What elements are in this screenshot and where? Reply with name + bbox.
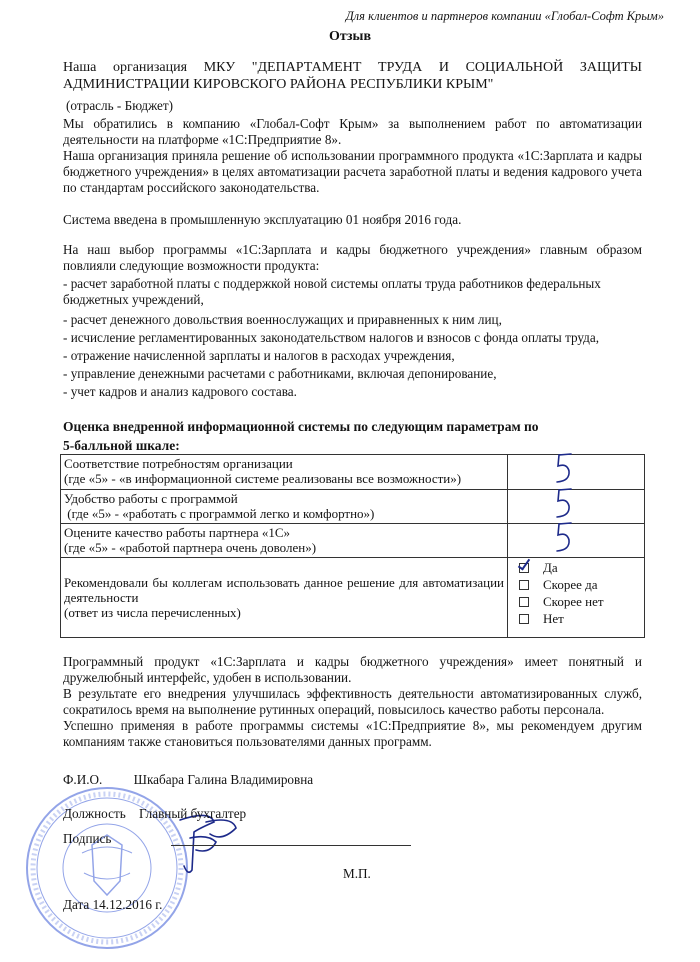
conclusion-efficiency: В результате его внедрения улучшилась эффективность деятельности автоматизированных служб, сократилось время на выполнение рутинных операций, повысилось качество работы персонала. [63, 686, 642, 717]
recommend-question-cell [61, 558, 508, 638]
option-yes[interactable] [519, 559, 641, 576]
checkbox-icon[interactable] [519, 597, 529, 607]
org-line-2: АДМИНИСТРАЦИИ КИРОВСКОГО РАЙОНА РЕСПУБЛИКИ КРЫМ" [63, 77, 494, 92]
handwritten-score-five [553, 486, 575, 520]
recommend-note: (ответ из числа перечисленных) [64, 605, 241, 620]
conclusion-recommendation: Успешно применяя в работе программы системы «1С:Предприятие 8», мы рекомендуем другим компаниям также становиться пользователями данных программ. [63, 718, 642, 749]
criterion-label: Соответствие потребностям организации [64, 456, 293, 471]
feature-item: - учет кадров и анализ кадрового состава. [63, 384, 297, 399]
table-row [61, 524, 645, 558]
header-note: Для клиентов и партнеров компании «Глобал-Софт Крым» [345, 9, 664, 23]
paragraph-choice: На наш выбор программы «1С:Зарплата и кадры бюджетного учреждения» главным образом повлияли следующие возможности продукта: [63, 242, 642, 273]
table-row [61, 455, 645, 490]
rating-title-line-1: Оценка внедренной информационной системы по следующим параметрам по [63, 419, 539, 434]
recommend-question: Рекомендовали бы коллегам использовать данное решение для автоматизации деятельности [64, 575, 504, 605]
criterion-label: Удобство работы с программой [64, 491, 238, 506]
fio-row [63, 772, 313, 788]
option-no[interactable] [519, 610, 641, 627]
criterion-cell [61, 490, 508, 524]
position-row [63, 806, 246, 822]
paragraph-launch-date: Система введена в промышленную эксплуатацию 01 ноября 2016 года. [63, 212, 462, 227]
criterion-hint: (где «5» - «в информационной системе реализованы все возможности») [64, 471, 462, 486]
option-label: Да [543, 560, 558, 575]
checkbox-icon[interactable] [519, 614, 529, 624]
option-label: Скорее нет [543, 594, 604, 609]
date: Дата 14.12.2016 г. [63, 897, 163, 912]
criterion-cell [61, 524, 508, 558]
score-cell [508, 455, 645, 490]
rating-table [60, 454, 645, 638]
fio-label: Ф.И.О. [63, 772, 103, 787]
table-row [61, 558, 645, 638]
checkbox-checked-icon[interactable] [519, 563, 529, 573]
signature-line [171, 845, 411, 846]
option-rather-yes[interactable] [519, 576, 641, 593]
position-label: Должность [63, 806, 126, 821]
criterion-label: Оцените качество работы партнера «1С» [64, 525, 291, 540]
table-row [61, 490, 645, 524]
feature-item: - расчет денежного довольствия военнослужащих и приравненных к ним лиц, [63, 312, 502, 327]
option-label: Скорее да [543, 577, 598, 592]
position-value: Главный бухгалтер [139, 806, 247, 821]
document-title: Отзыв [328, 29, 372, 44]
score-cell [508, 490, 645, 524]
conclusion-interface: Программный продукт «1С:Зарплата и кадры бюджетного учреждения» имеет понятный и дружелюбный интерфейс, удобен в использовании. [63, 654, 642, 685]
fio-value: Шкабара Галина Владимировна [133, 772, 314, 787]
option-label: Нет [543, 611, 564, 626]
paragraph-decision: Наша организация приняла решение об использовании программного продукта «1С:Зарплата и кадры бюджетного учреждения» в целях автоматизации расчета заработной платы и ведения кадрового учета по стандартам российского законодательства. [63, 148, 642, 195]
feature-item: - управление денежными расчетами с работниками, включая депонирование, [63, 366, 497, 381]
industry: (отрасль - Бюджет) [66, 98, 174, 113]
feature-item: - исчисление регламентированных законодательством налогов и взносов с фонда оплаты труда, [63, 330, 600, 345]
sign-label: Подпись [63, 831, 112, 846]
paragraph-appeal: Мы обратились в компанию «Глобал-Софт Крым» за выполнением работ по автоматизации деятельности на платформе «1С:Предприятие 8». [63, 116, 642, 147]
org-line-1: Наша организация МКУ "ДЕПАРТАМЕНТ ТРУДА И СОЦИАЛЬНОЙ ЗАЩИТЫ [63, 60, 642, 75]
option-rather-no[interactable] [519, 593, 641, 610]
criterion-hint: (где «5» - «работать с программой легко и комфортно») [64, 506, 375, 521]
criterion-hint: (где «5» - «работой партнера очень доволен») [64, 540, 317, 555]
score-cell [508, 524, 645, 558]
handwritten-score-five [553, 451, 575, 485]
feature-item: - отражение начисленной зарплаты и налогов в расходах учреждения, [63, 348, 455, 363]
feature-item: - расчет заработной платы с поддержкой новой системы оплаты труда работников федеральных бюджетных учреждений, [63, 276, 601, 307]
stamp-label: М.П. [343, 866, 371, 881]
checkbox-icon[interactable] [519, 580, 529, 590]
recommend-options [511, 559, 641, 627]
criterion-cell [61, 455, 508, 490]
handwritten-score-five [553, 520, 575, 554]
rating-title-line-2: 5-балльной шкале: [63, 438, 180, 453]
recommend-options-cell [508, 558, 645, 638]
